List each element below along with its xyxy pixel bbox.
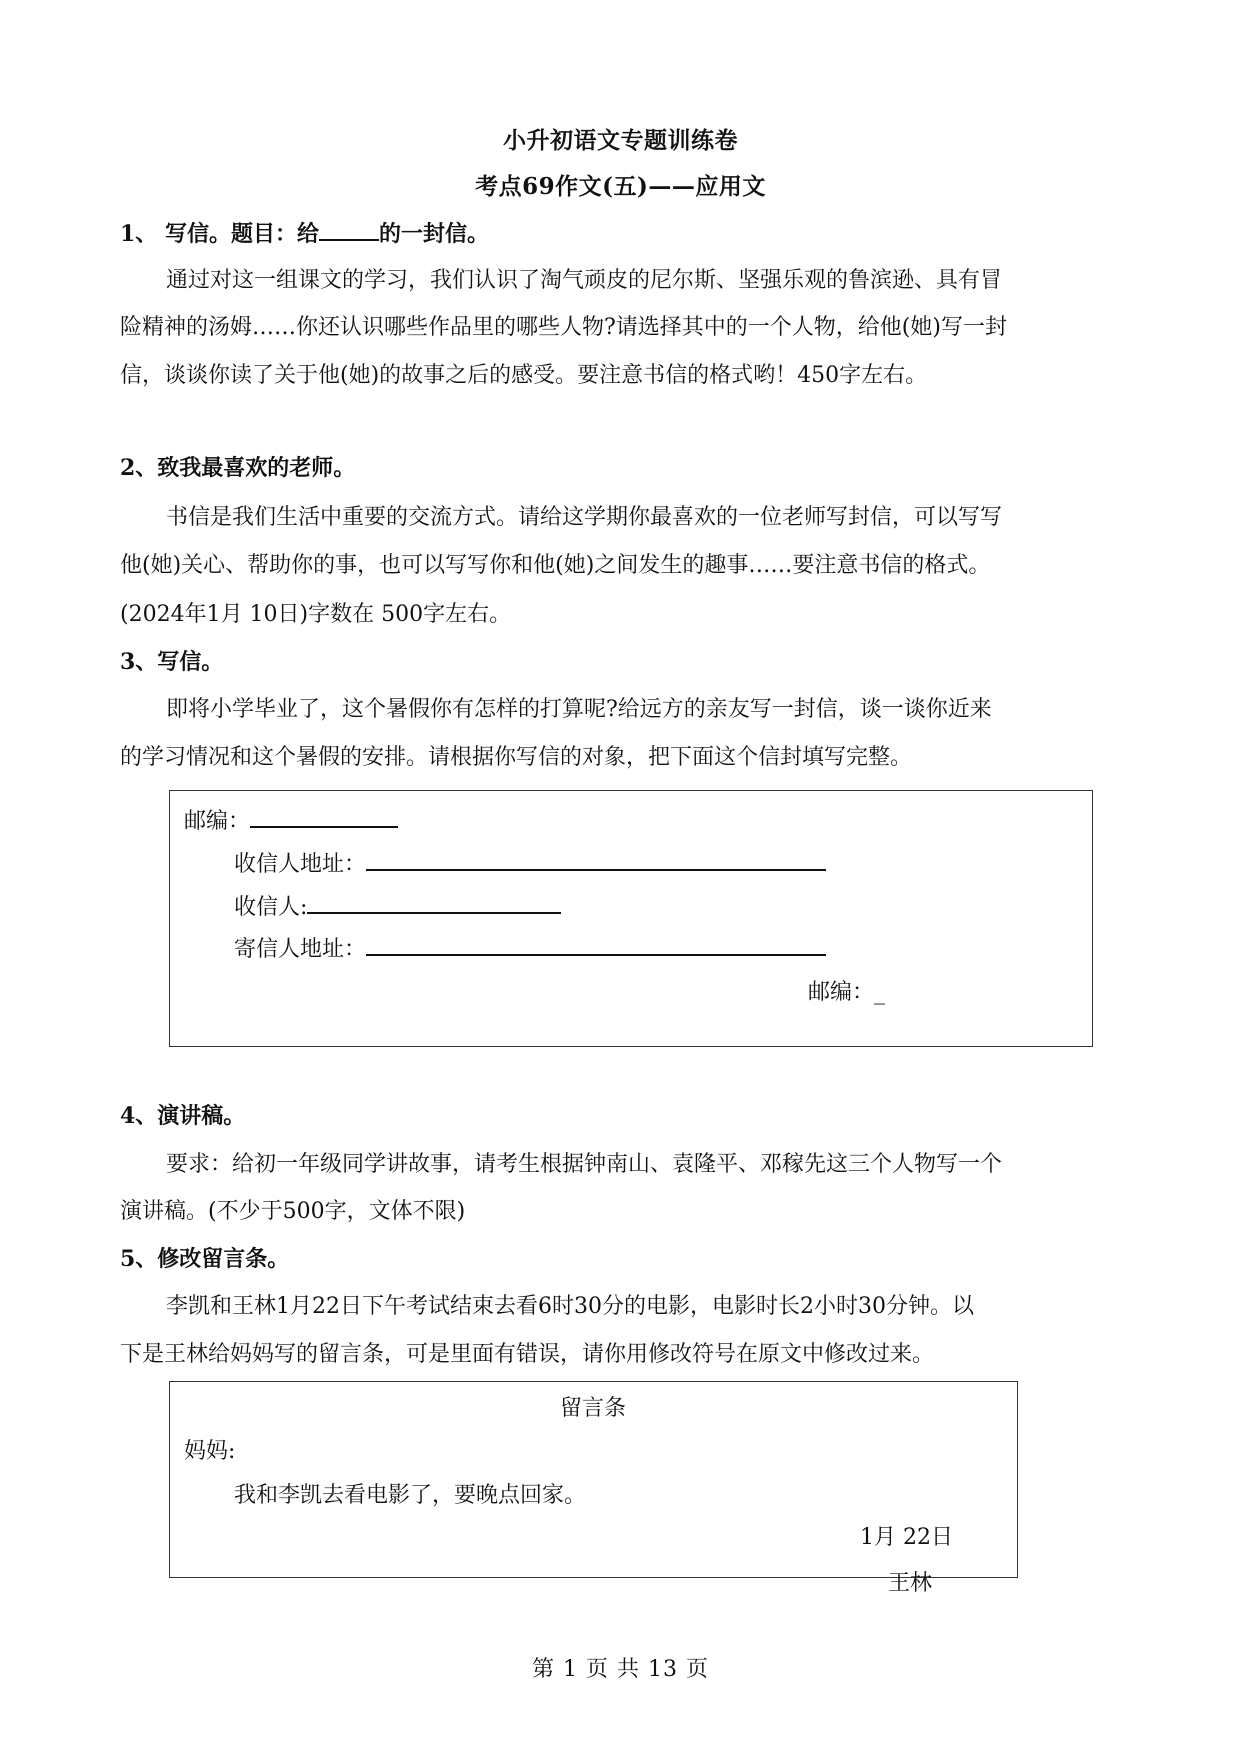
question-4-line: 要求：给初一年级同学讲故事，请考生根据钟南山、袁隆平、邓稼先这三个人物写一个 bbox=[166, 1152, 1003, 1177]
message-note-box bbox=[169, 1381, 1018, 1596]
question-1-heading-prefix: 1、 写信。题目：给 bbox=[120, 221, 319, 247]
envelope-sender-address-field[interactable] bbox=[366, 936, 826, 956]
envelope-postcode-field[interactable] bbox=[250, 808, 398, 828]
note-greeting: 妈妈: bbox=[184, 1439, 236, 1464]
question-1-line: 通过对这一组课文的学习，我们认识了淘气顽皮的尼尔斯、坚强乐观的鲁滨逊、具有冒 bbox=[166, 268, 1003, 293]
question-5-line: 下是王林给妈妈写的留言条，可是里面有错误，请你用修改符号在原文中修改过来。 bbox=[120, 1342, 935, 1367]
envelope-sender-postcode-label: 邮编：_ bbox=[808, 980, 886, 1005]
question-1-line: 险精神的汤姆……你还认识哪些作品里的哪些人物?请选择其中的一个人物，给他(她)写一封 bbox=[120, 315, 1007, 340]
question-1-title-blank bbox=[319, 221, 379, 241]
envelope-recipient-label: 收信人: bbox=[234, 895, 308, 920]
note-body: 我和李凯去看电影了，要晚点回家。 bbox=[234, 1483, 587, 1508]
question-5-line: 李凯和王林1月22日下午考试结束去看6时30分的电影，电影时长2小时30分钟。以 bbox=[166, 1294, 974, 1319]
page-footer: 第 1 页 共 13 页 bbox=[532, 1657, 709, 1682]
question-2-line: 他(她)关心、帮助你的事，也可以写写你和他(她)之间发生的趣事……要注意书信的格式。 bbox=[120, 553, 991, 578]
note-date: 1月 22日 bbox=[860, 1525, 953, 1550]
note-title: 留言条 bbox=[560, 1396, 627, 1421]
question-1-line: 信，谈谈你读了关于他(她)的故事之后的感受。要注意书信的格式哟！450字左右。 bbox=[120, 363, 928, 388]
question-2-line: (2024年1月 10日)字数在 500字左右。 bbox=[120, 602, 512, 627]
envelope-postcode-label: 邮编： bbox=[184, 809, 251, 834]
question-2-line: 书信是我们生活中重要的交流方式。请给这学期你最喜欢的一位老师写封信，可以写写 bbox=[166, 505, 1003, 530]
question-4-line: 演讲稿。(不少于500字，文体不限) bbox=[120, 1199, 466, 1224]
question-4-heading: 4、演讲稿。 bbox=[120, 1103, 246, 1129]
note-signature-cut-off: 王林 bbox=[888, 1571, 933, 1596]
page-subtitle: 考点69作文(五)——应用文 bbox=[475, 173, 766, 200]
envelope-recipient-address-label: 收信人地址： bbox=[234, 852, 367, 877]
question-5-heading: 5、修改留言条。 bbox=[120, 1246, 290, 1272]
question-3-line: 即将小学毕业了，这个暑假你有怎样的打算呢?给远方的亲友写一封信，谈一谈你近来 bbox=[166, 697, 992, 722]
envelope-sender-address-label: 寄信人地址： bbox=[234, 937, 367, 962]
page-title: 小升初语文专题训练卷 bbox=[503, 127, 738, 154]
question-2-heading: 2、致我最喜欢的老师。 bbox=[120, 455, 356, 481]
envelope-recipient-row bbox=[234, 890, 561, 921]
envelope-recipient-address-field[interactable] bbox=[366, 851, 826, 871]
question-1-heading-suffix: 的一封信。 bbox=[378, 221, 489, 247]
envelope-sender-address-row bbox=[234, 932, 826, 963]
question-3-heading: 3、写信。 bbox=[120, 649, 224, 675]
envelope-recipient-address-row bbox=[234, 847, 826, 878]
question-3-line: 的学习情况和这个暑假的安排。请根据你写信的对象，把下面这个信封填写完整。 bbox=[120, 745, 913, 770]
envelope-postcode-row bbox=[184, 804, 398, 835]
envelope-recipient-field[interactable] bbox=[307, 894, 561, 914]
question-1-heading bbox=[120, 217, 489, 248]
envelope-box bbox=[169, 790, 1093, 1047]
